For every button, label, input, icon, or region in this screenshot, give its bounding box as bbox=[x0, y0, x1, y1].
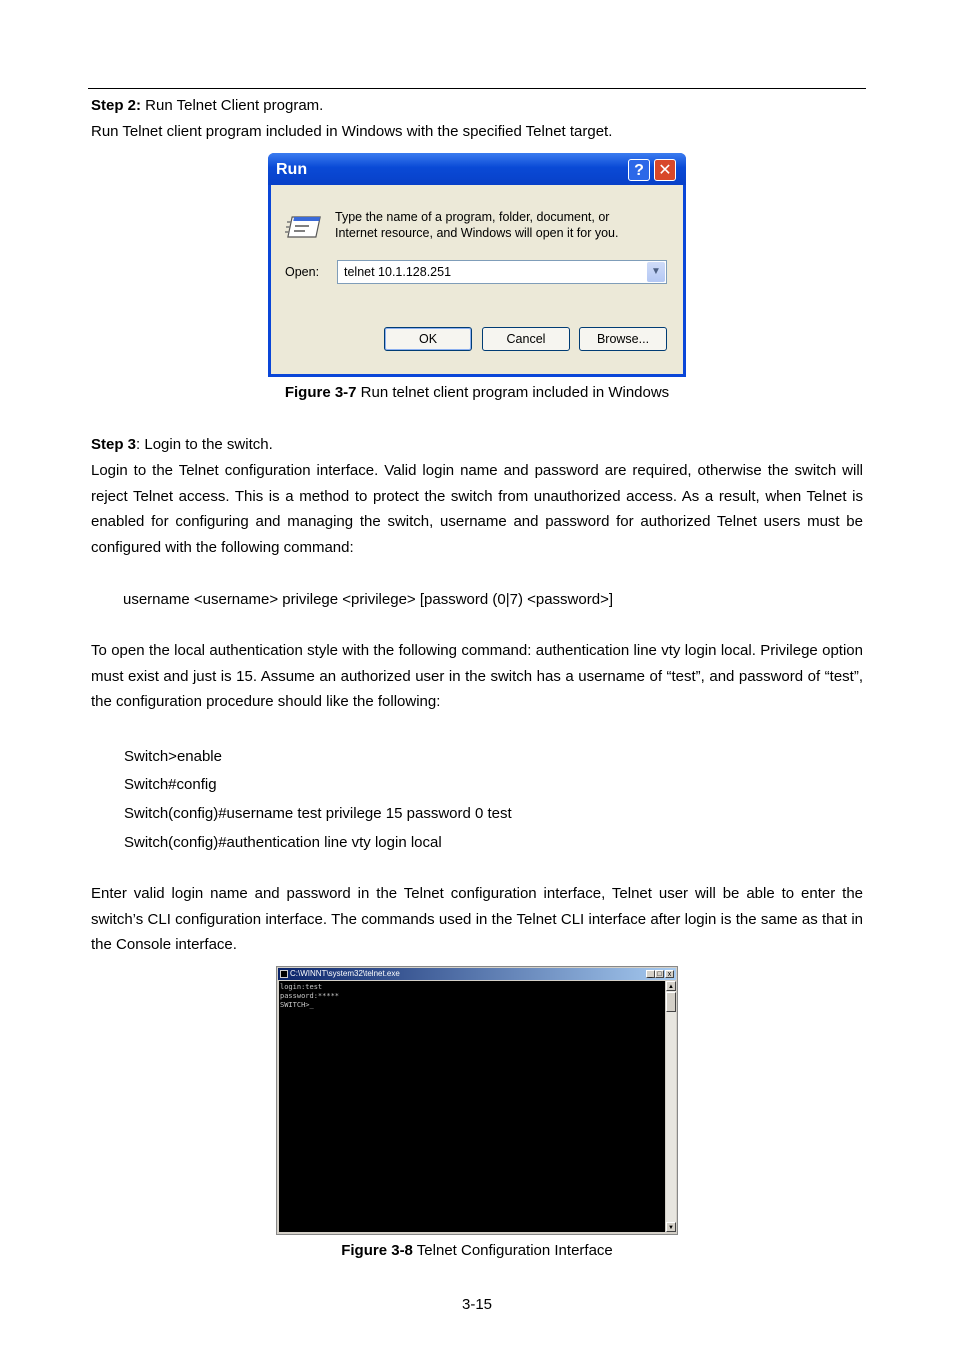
scrollbar-thumb[interactable] bbox=[666, 992, 676, 1012]
run-program-icon bbox=[285, 213, 323, 241]
header-rule bbox=[88, 88, 866, 89]
telnet-window bbox=[276, 966, 678, 1235]
config-line: Switch(config)#username test privilege 15 password 0 test bbox=[124, 805, 512, 822]
console-line: password:***** bbox=[280, 992, 340, 1000]
step2-label: Step 2: bbox=[91, 97, 142, 114]
console-icon bbox=[280, 970, 288, 978]
config-line: Switch>enable bbox=[124, 748, 222, 765]
close-button[interactable]: ✕ bbox=[654, 159, 676, 181]
chevron-down-icon[interactable]: ▼ bbox=[647, 262, 665, 282]
step2-description: Run Telnet client program included in Windows with the specified Telnet target. bbox=[91, 123, 613, 140]
run-dialog-body bbox=[271, 185, 683, 374]
open-input[interactable] bbox=[337, 260, 667, 284]
step3-paragraph: Login to the Telnet configuration interface. Valid login name and password are required, otherwise the switch will reject Telnet access. This is a method to protect the switch from unauthorized access. As a result, when Telnet is enabled for configuring and managing the switch, username and password for authorized Telnet users must be configured with the following command: bbox=[91, 462, 863, 557]
scroll-up-icon[interactable]: ▲ bbox=[666, 981, 676, 991]
run-dialog-description bbox=[335, 209, 618, 241]
figure-3-7-caption bbox=[0, 384, 954, 401]
help-button[interactable]: ? bbox=[628, 159, 650, 181]
description-line-1: Type the name of a program, folder, document, or bbox=[335, 210, 610, 224]
browse-button[interactable]: Browse... bbox=[579, 327, 667, 351]
open-input-value[interactable]: telnet 10.1.128.251 bbox=[344, 265, 452, 279]
cancel-button[interactable]: Cancel bbox=[482, 327, 570, 351]
description-line-2: Internet resource, and Windows will open it for you. bbox=[335, 226, 619, 240]
figure-3-8-label: Figure 3-8 bbox=[341, 1242, 413, 1259]
minimize-button[interactable]: _ bbox=[646, 970, 655, 978]
step3-label: Step 3 bbox=[91, 436, 137, 453]
config-line: Switch(config)#authentication line vty login local bbox=[124, 834, 442, 851]
run-dialog-title: Run bbox=[276, 161, 308, 178]
scrollbar[interactable] bbox=[666, 981, 676, 1232]
config-line: Switch#config bbox=[124, 776, 217, 793]
command-syntax: username <username> privilege <privilege> [password (0|7) <password>] bbox=[123, 591, 613, 608]
run-dialog bbox=[268, 153, 686, 377]
scroll-down-icon[interactable]: ▼ bbox=[666, 1222, 676, 1232]
ok-button[interactable]: OK bbox=[384, 327, 472, 351]
open-label: Open: bbox=[285, 265, 320, 279]
telnet-output bbox=[280, 983, 339, 1010]
telnet-title: C:\WINNT\system32\telnet.exe bbox=[290, 969, 400, 978]
step3-title: : Login to the switch. bbox=[136, 436, 273, 453]
telnet-titlebar bbox=[278, 968, 676, 980]
step2-heading bbox=[91, 93, 323, 119]
close-button[interactable]: x bbox=[665, 970, 674, 978]
step3-heading bbox=[91, 432, 273, 458]
step2-title: Run Telnet Client program. bbox=[141, 97, 324, 114]
figure-3-8-caption bbox=[0, 1242, 954, 1259]
figure-3-8-text: Telnet Configuration Interface bbox=[412, 1242, 613, 1259]
auth-paragraph: To open the local authentication style with the following command: authentication line vty login local. Privilege option must exist and just is 15. Assume an authorized user in the switch has a username of “test”, and password of “test”, the configuration procedure should like the following: bbox=[91, 642, 863, 711]
enter-paragraph: Enter valid login name and password in the Telnet configuration interface, Telnet user will be able to enter the switch’s CLI configuration interface. The commands used in the Telnet CLI interface after login is the same as that in the Console interface. bbox=[91, 885, 863, 954]
console-line: login:test bbox=[280, 983, 323, 991]
page-number: 3-15 bbox=[461, 1296, 493, 1313]
telnet-console[interactable] bbox=[279, 981, 665, 1232]
figure-3-7-label: Figure 3-7 bbox=[284, 384, 357, 401]
console-line: SWITCH>_ bbox=[280, 1001, 314, 1009]
run-dialog-titlebar bbox=[268, 153, 686, 185]
figure-3-7-text: Run telnet client program included in Windows bbox=[356, 384, 670, 401]
maximize-button[interactable]: □ bbox=[655, 970, 664, 978]
